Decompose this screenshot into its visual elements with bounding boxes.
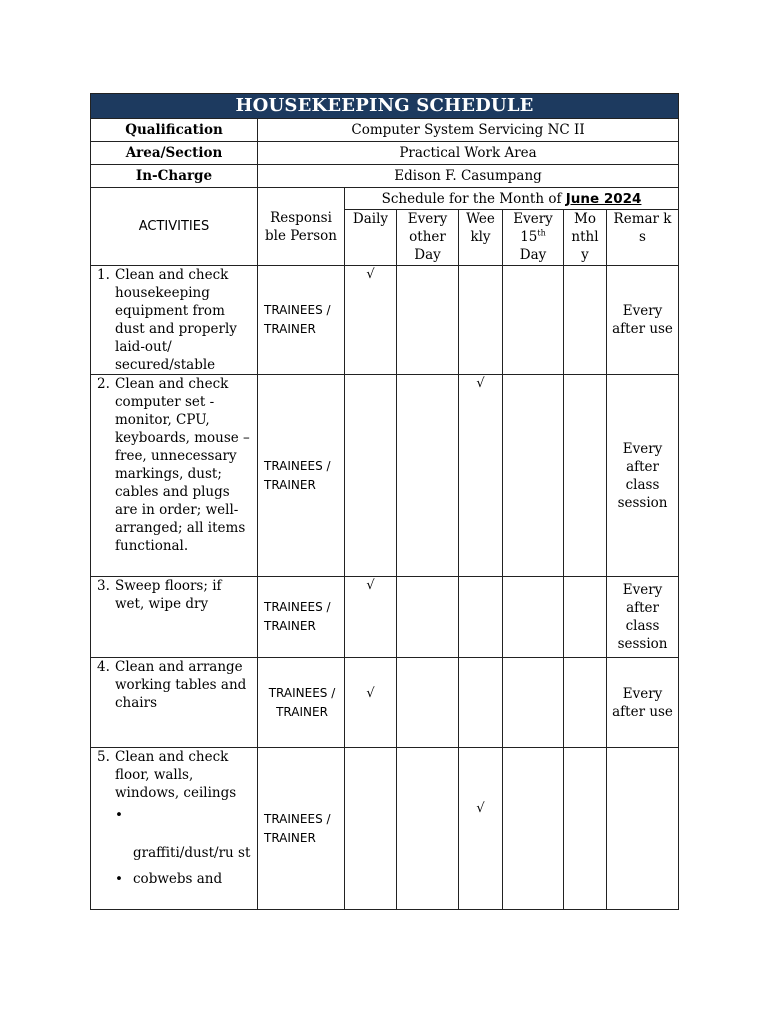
weekly-cell: [459, 266, 503, 375]
monthly-cell: [564, 748, 607, 910]
daily-check-mark: √: [345, 577, 397, 658]
table-row: [91, 266, 679, 375]
qualification-label: Qualification: [91, 119, 258, 142]
bullet-text: cobwebs and: [133, 871, 223, 887]
remarks-cell: Every after class session: [607, 577, 679, 658]
responsible-cell: TRAINEES / TRAINER: [258, 748, 345, 910]
in-charge-value: Edison F. Casumpang: [258, 165, 679, 188]
weekly-check-mark: √: [459, 375, 503, 577]
activity-number: 2.: [97, 376, 110, 392]
table-row: [91, 577, 679, 658]
remarks-header: Remar ks: [607, 210, 679, 266]
every-15th-day-cell: [503, 266, 564, 375]
in-charge-label: In-Charge: [91, 165, 258, 188]
schedule-prefix: Schedule for the Month of: [381, 190, 566, 207]
schedule-month-header: [345, 188, 679, 210]
daily-header: Daily: [345, 210, 397, 266]
activities-header: ACTIVITIES: [91, 188, 258, 266]
table-row: [91, 375, 679, 577]
remarks-cell: [607, 748, 679, 910]
remarks-cell: Every after class session: [607, 375, 679, 577]
responsible-cell: TRAINEES / TRAINER: [258, 658, 345, 748]
activity-cell: [91, 266, 258, 375]
qualification-value: Computer System Servicing NC II: [258, 119, 679, 142]
every-15th-sup: th: [537, 228, 546, 238]
housekeeping-schedule-table: [90, 93, 679, 910]
every-15th-day-header: [503, 210, 564, 266]
bullet-text: graffiti/dust/ru st: [133, 845, 251, 861]
monthly-cell: [564, 266, 607, 375]
bullet-item: [97, 870, 253, 888]
info-row-area: [91, 142, 679, 165]
daily-cell: [345, 375, 397, 577]
activity-cell: [91, 375, 258, 577]
area-section-value: Practical Work Area: [258, 142, 679, 165]
activity-text: Clean and check housekeeping equipment from dust and properly laid-out/ secured/stable: [115, 267, 237, 373]
info-row-incharge: [91, 165, 679, 188]
activity-cell: [91, 658, 258, 748]
activity-number: 3.: [97, 578, 110, 594]
every-15th-day-cell: [503, 375, 564, 577]
every-other-day-cell: [397, 748, 459, 910]
activity-number: 5.: [97, 749, 110, 765]
every-other-day-header: Every other Day: [397, 210, 459, 266]
responsible-cell: TRAINEES / TRAINER: [258, 266, 345, 375]
weekly-check-mark: [459, 748, 503, 910]
info-row-qualification: [91, 119, 679, 142]
every-15th-day-cell: [503, 577, 564, 658]
activity-number: 1.: [97, 267, 110, 283]
check-mark: √: [366, 685, 375, 701]
header-row-1: [91, 188, 679, 210]
activity-text: Clean and check floor, walls, windows, ceilings: [115, 749, 237, 801]
area-section-label: Area/Section: [91, 142, 258, 165]
every-15th-day-cell: [503, 658, 564, 748]
monthly-header: Mo nthl y: [564, 210, 607, 266]
document-title: HOUSEKEEPING SCHEDULE: [91, 94, 679, 119]
every-other-day-cell: [397, 266, 459, 375]
weekly-cell: [459, 658, 503, 748]
responsible-cell: TRAINEES / TRAINER: [258, 577, 345, 658]
activity-text: Clean and check computer set - monitor, CPU, keyboards, mouse – free, unnecessary markings, dust; cables and plugs are in order; well-arranged; all items functional.: [115, 376, 250, 554]
every-other-day-cell: [397, 577, 459, 658]
activity-number: 4.: [97, 659, 110, 675]
check-mark: √: [476, 800, 485, 816]
schedule-month: June 2024: [565, 190, 642, 207]
monthly-cell: [564, 375, 607, 577]
weekly-header: Wee kly: [459, 210, 503, 266]
remarks-cell: Every after use: [607, 658, 679, 748]
daily-check-mark: [345, 658, 397, 748]
table-row: [91, 748, 679, 910]
bullet-item: [97, 806, 253, 824]
table-row: [91, 658, 679, 748]
activity-text: Sweep floors; if wet, wipe dry: [115, 578, 222, 612]
every-15th-text: Every 15: [513, 211, 553, 245]
bullet-glyph: •: [115, 871, 123, 887]
remarks-cell: Every after use: [607, 266, 679, 375]
activity-text: Clean and arrange working tables and chairs: [115, 659, 247, 711]
responsible-cell: TRAINEES / TRAINER: [258, 375, 345, 577]
daily-check-mark: √: [345, 266, 397, 375]
activity-cell: [91, 748, 258, 910]
activity-cell: [91, 577, 258, 658]
every-15th-day-text: Day: [519, 247, 547, 263]
every-other-day-cell: [397, 375, 459, 577]
bullet-glyph: •: [115, 807, 123, 823]
monthly-cell: [564, 577, 607, 658]
monthly-cell: [564, 658, 607, 748]
daily-cell: [345, 748, 397, 910]
every-other-day-cell: [397, 658, 459, 748]
title-row: [91, 94, 679, 119]
every-15th-day-cell: [503, 748, 564, 910]
weekly-cell: [459, 577, 503, 658]
responsible-person-header: Responsi ble Person: [258, 188, 345, 266]
